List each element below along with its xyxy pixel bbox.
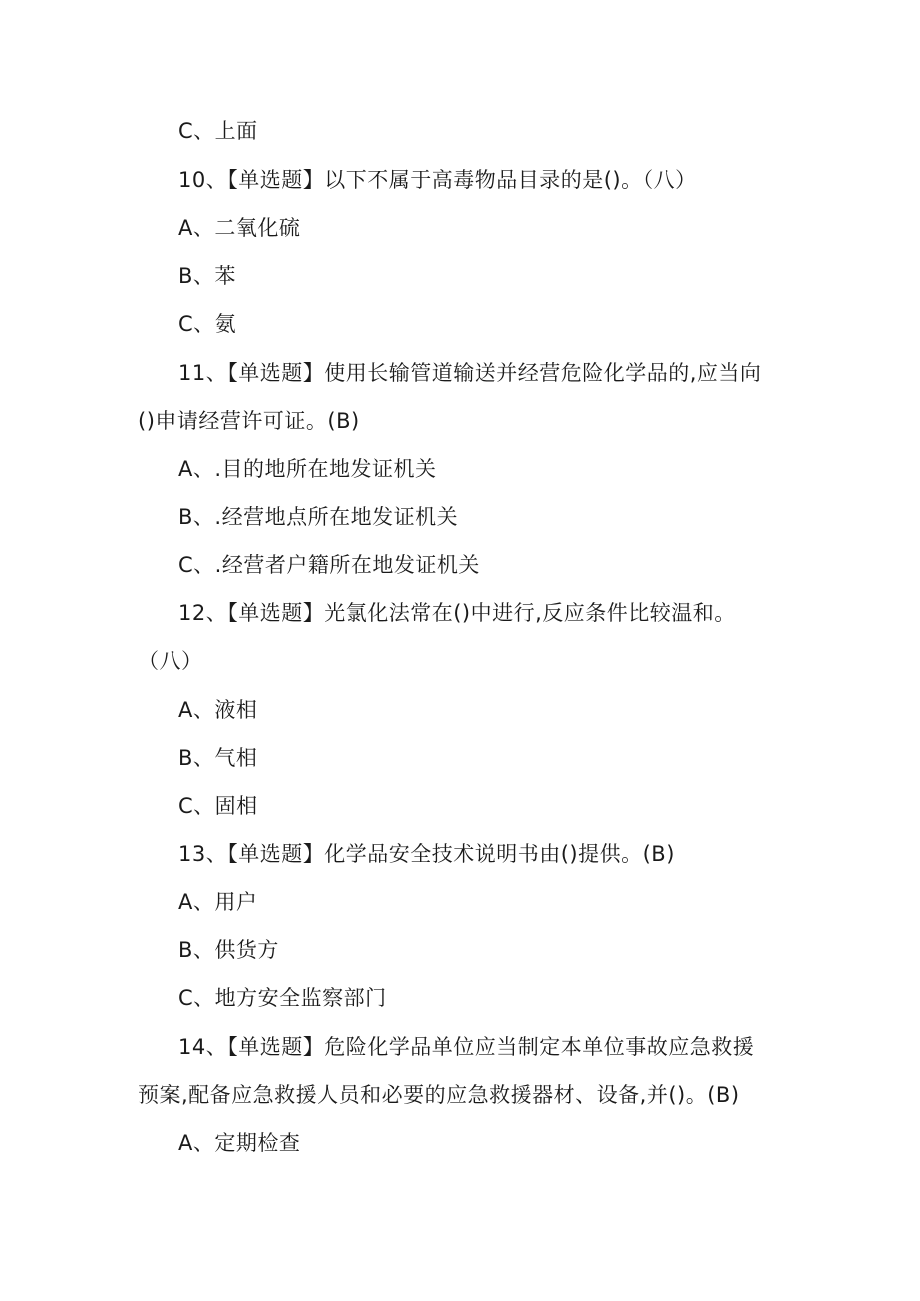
question-10: 10、【单选题】以下不属于高毒物品目录的是()。（八） [178, 168, 697, 192]
question-14-cont: 预案,配备应急救援人员和必要的应急救援器材、设备,并()。(B) [138, 1083, 740, 1107]
option-b-q11: B、.经营地点所在地发证机关 [178, 505, 459, 529]
option-c-q9: C、上面 [178, 119, 258, 143]
option-c-q11: C、.经营者户籍所在地发证机关 [178, 553, 480, 577]
option-a-q14: A、定期检查 [178, 1131, 301, 1155]
question-14: 14、【单选题】危险化学品单位应当制定本单位事故应急救援 [178, 1035, 755, 1059]
question-12-cont: （八） [138, 649, 203, 673]
option-c-q13: C、地方安全监察部门 [178, 986, 387, 1010]
option-c-q10: C、氨 [178, 312, 237, 336]
question-13: 13、【单选题】化学品安全技术说明书由()提供。(B) [178, 842, 675, 866]
question-12: 12、【单选题】光氯化法常在()中进行,反应条件比较温和。 [178, 601, 736, 625]
option-b-q10: B、苯 [178, 264, 236, 288]
option-b-q12: B、气相 [178, 746, 258, 770]
option-a-q13: A、用户 [178, 890, 258, 914]
question-11: 11、【单选题】使用长输管道输送并经营危险化学品的,应当向 [178, 361, 762, 385]
option-a-q11: A、.目的地所在地发证机关 [178, 457, 437, 481]
option-b-q13: B、供货方 [178, 938, 279, 962]
option-a-q10: A、二氧化硫 [178, 216, 301, 240]
question-11-cont: ()申请经营许可证。(B) [138, 409, 360, 433]
option-c-q12: C、固相 [178, 794, 258, 818]
option-a-q12: A、液相 [178, 698, 258, 722]
